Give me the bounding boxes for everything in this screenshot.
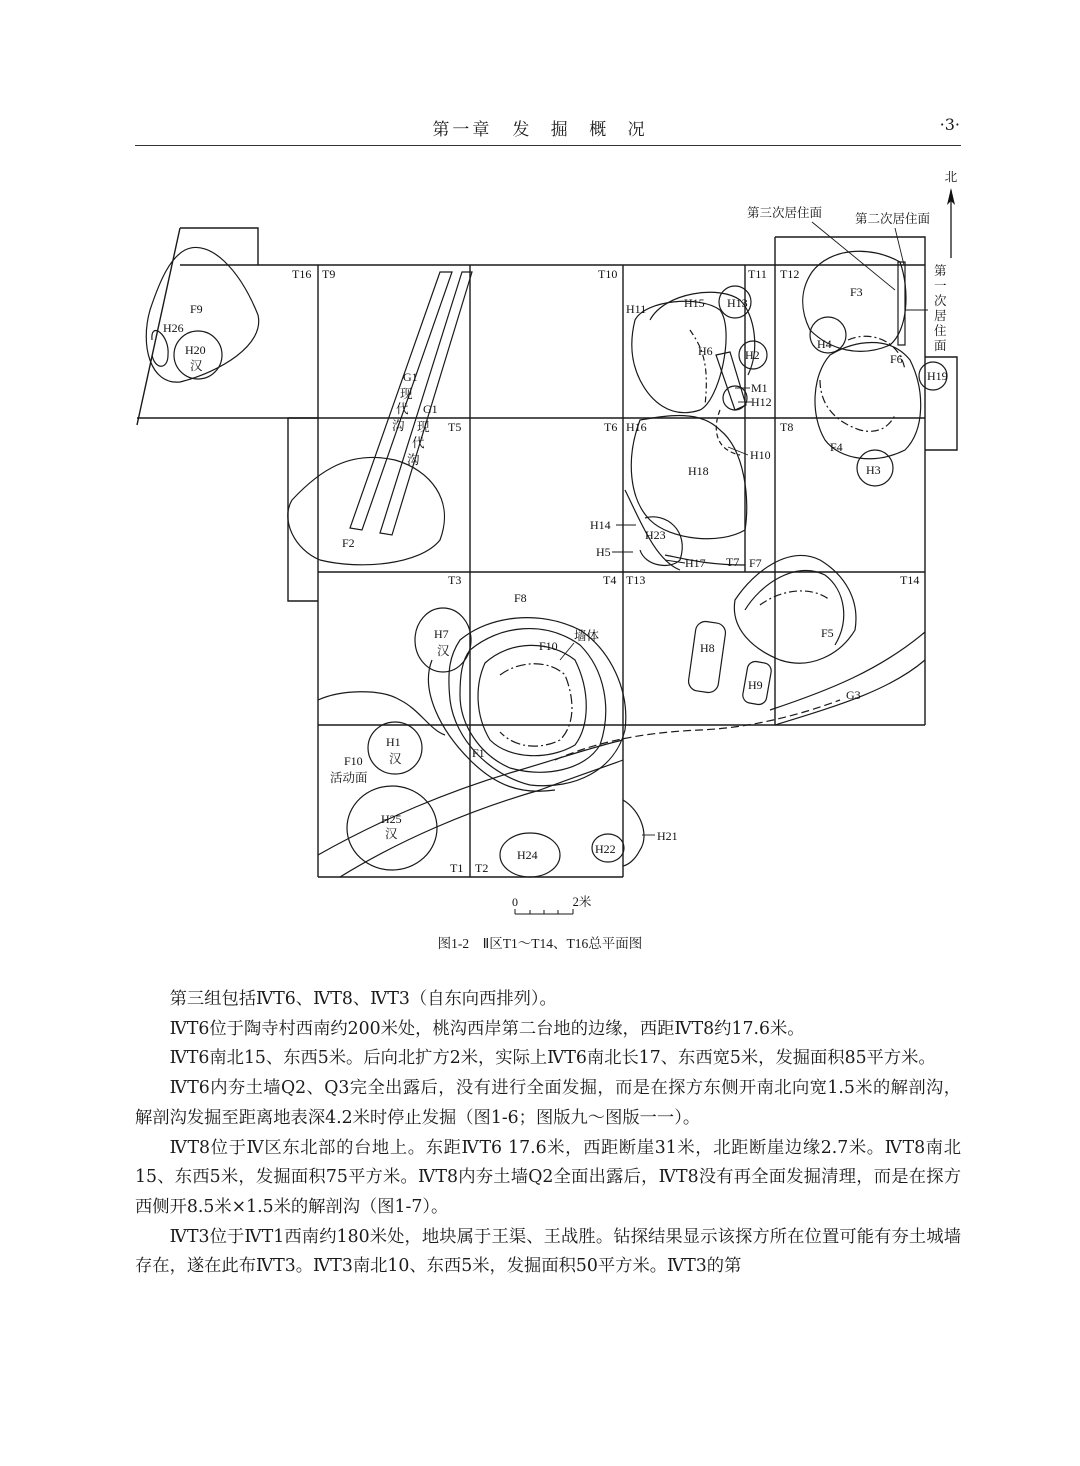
label-F5: F5 (821, 626, 834, 640)
label-first-floor-5: 住 (934, 324, 947, 338)
label-H9: H9 (748, 678, 763, 692)
label-F4: F4 (830, 440, 843, 454)
label-H25: H25 (381, 812, 402, 826)
excavation-grid (137, 228, 957, 877)
label-F3: F3 (850, 285, 863, 299)
paragraph: ⅣT6内夯土墙Q2、Q3完全出露后，没有进行全面发掘，而是在探方东侧开南北向宽1.5米的解剖沟，解剖沟发掘至距离地表深4.2米时停止发掘（图1-6；图版九～图版一一）。 (135, 1078, 961, 1128)
scale-end: 2米 (572, 895, 592, 909)
label-first-floor-2: 一 (934, 279, 947, 293)
label-T13: T13 (626, 573, 646, 587)
label-H25-han: 汉 (385, 827, 398, 841)
label-first-floor-4: 居 (934, 309, 947, 323)
label-G1-a-dai: 代 (396, 402, 409, 416)
paragraph: ⅣT3位于ⅣT1西南约180米处，地块属于王渠、王战胜。钻探结果显示该探方所在位置可能有夯土城墙存在，遂在此布ⅣT3。ⅣT3南北10、东西5米，发掘面积50平方米。ⅣT3的第 (135, 1226, 961, 1277)
label-T12: T12 (780, 267, 800, 281)
body-text (135, 985, 961, 1282)
label-T1: T1 (450, 861, 464, 875)
north-arrow (945, 170, 958, 258)
label-F10: F10 (539, 639, 558, 653)
label-first-floor-3: 次 (934, 294, 947, 308)
paragraph: 第三组包括ⅣT6、ⅣT8、ⅣT3（自东向西排列）。 (169, 989, 557, 1009)
label-H13: H13 (727, 296, 748, 310)
label-T5: T5 (448, 420, 462, 434)
label-H6: H6 (698, 344, 713, 358)
label-H16: H16 (626, 420, 647, 434)
label-T16: T16 (292, 267, 312, 281)
figure-labels (163, 205, 948, 875)
label-H3: H3 (866, 463, 881, 477)
label-T7: T7 (726, 555, 740, 569)
label-H20-han: 汉 (190, 359, 203, 373)
running-header-title: 第一章 发 掘 概 况 (432, 120, 648, 140)
label-T3: T3 (448, 573, 462, 587)
label-H1: H1 (386, 735, 401, 749)
label-H23: H23 (645, 528, 666, 542)
label-H24: H24 (517, 848, 538, 862)
label-F7: F7 (749, 556, 762, 570)
label-F6: F6 (890, 352, 903, 366)
label-H26: H26 (163, 321, 184, 335)
scale-zero: 0 (512, 895, 518, 909)
label-second-floor: 第二次居住面 (855, 212, 931, 226)
label-wall: 墙体 (574, 629, 600, 643)
label-H2: H2 (745, 348, 760, 362)
label-H15: H15 (684, 296, 705, 310)
label-H21: H21 (657, 829, 678, 843)
label-H19: H19 (927, 369, 948, 383)
label-H17: H17 (685, 556, 706, 570)
paragraph: ⅣT6位于陶寺村西南约200米处，桃沟西岸第二台地的边缘，西距ⅣT8约17.6米。 (169, 1018, 805, 1039)
label-T8: T8 (780, 420, 794, 434)
label-F8: F8 (514, 591, 527, 605)
north-label: 北 (944, 170, 958, 184)
label-T9: T9 (322, 267, 336, 281)
label-third-floor: 第三次居住面 (747, 206, 823, 220)
label-H4: H4 (817, 337, 832, 351)
label-H22: H22 (595, 842, 616, 856)
figure-caption: 图1-2 Ⅱ区T1～T14、T16总平面图 (437, 936, 643, 951)
label-T2: T2 (475, 861, 489, 875)
label-H12: H12 (751, 395, 772, 409)
label-G1-b-gou: 沟 (407, 453, 420, 467)
label-first-floor-1: 第 (934, 264, 947, 278)
label-G3: G3 (846, 688, 861, 702)
label-F1: F1 (472, 746, 485, 760)
label-T4: T4 (603, 573, 617, 587)
page-number: ·3· (939, 115, 960, 134)
label-activity-surface: 活动面 (330, 771, 368, 785)
label-H20: H20 (185, 343, 206, 357)
label-first-floor-6: 面 (934, 339, 947, 353)
label-H11: H11 (626, 302, 647, 316)
label-G1-b-xian: 现 (417, 420, 430, 434)
label-H10: H10 (750, 448, 771, 462)
label-T11: T11 (748, 267, 767, 281)
scale-bar (512, 894, 592, 914)
paragraph: ⅣT8位于Ⅳ区东北部的台地上。东距ⅣT6 17.6米，西距断崖31米，北距断崖边缘2.7米。ⅣT8南北15、东西5米，发掘面积75平方米。ⅣT8内夯土墙Q2全面出露后，ⅣT8没有再全面发掘清理，而是在探方西侧开8.5米×1.5米的解剖沟（图1-7）。 (135, 1137, 961, 1217)
label-F9: F9 (190, 302, 203, 316)
label-F10-activity: F10 (344, 754, 363, 768)
label-H7-han: 汉 (437, 644, 450, 658)
leader-lines (560, 222, 928, 835)
label-G1-a-xian: 现 (400, 387, 413, 401)
label-M1: M1 (751, 381, 768, 395)
label-F2: F2 (342, 536, 355, 550)
label-G1-b-dai: 代 (412, 436, 425, 450)
label-G1-b: G1 (423, 402, 438, 416)
label-T14: T14 (900, 573, 920, 587)
label-T10: T10 (598, 267, 618, 281)
label-G1-a: G1 (403, 370, 418, 384)
label-H14: H14 (590, 518, 611, 532)
label-T6: T6 (604, 420, 618, 434)
label-H8: H8 (700, 641, 715, 655)
label-H1-han: 汉 (389, 752, 402, 766)
label-H5: H5 (596, 545, 611, 559)
label-H18: H18 (688, 464, 709, 478)
label-H7: H7 (434, 627, 449, 641)
paragraph: ⅣT6南北15、东西5米。后向北扩方2米，实际上ⅣT6南北长17、东西宽5米，发掘面积85平方米。 (169, 1048, 936, 1069)
label-G1-a-gou: 沟 (392, 419, 405, 433)
